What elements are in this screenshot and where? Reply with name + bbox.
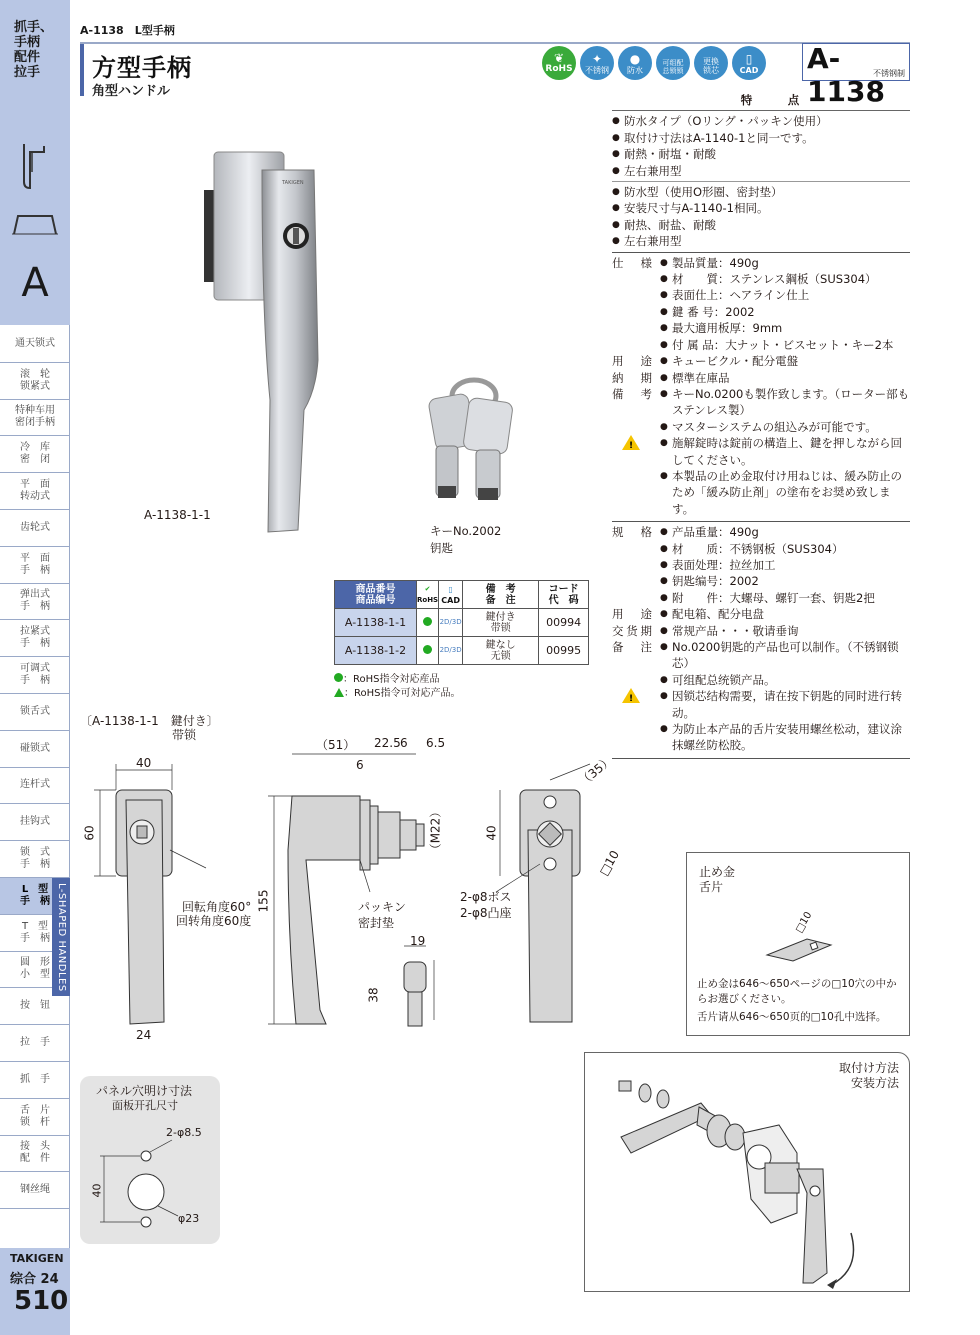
spec-value: ● キュービクル・配分電盤	[660, 353, 910, 369]
sidebar-item[interactable]: 平 面 转动式	[0, 473, 70, 510]
product-code: A-1138	[807, 42, 885, 108]
spec-value: ● 付 属 品：大ナット・ビスセット・キー2本	[660, 337, 910, 353]
spec-value: ● 附 件：大螺母、螺钉一套、钥匙2把	[660, 590, 910, 606]
sidebar-item[interactable]: L 型 手 柄	[0, 878, 70, 915]
key-photo	[416, 374, 526, 514]
warning-text: ● 施解錠時は錠前の構造上、鍵を押しながら回してください。	[660, 435, 910, 468]
spec-value: ● 常规产品・・・敬请垂询	[660, 623, 910, 639]
warning-icon	[622, 688, 640, 703]
dim-m22: （M22）	[428, 805, 443, 856]
dim-51: （51）	[316, 738, 356, 752]
spec-row	[612, 639, 910, 688]
spec-value: ● No.0200钥匙的产品也可以制作。（不锈钢锁芯）	[660, 639, 910, 672]
install-diagram	[601, 1073, 901, 1289]
sidebar-item[interactable]: 弹出式 手 柄	[0, 584, 70, 621]
list-item: ● 防水タイプ（Oリング・パッキン使用）	[612, 113, 910, 129]
handle-photo	[190, 150, 330, 540]
dim-155: 155	[256, 889, 271, 913]
dim-40-back: 40	[484, 825, 499, 841]
page-subtitle: 角型ハンドル	[92, 84, 171, 99]
l-handle-side-icon	[18, 142, 52, 190]
col-cad: ▯ CAD	[439, 581, 463, 609]
sidebar-item[interactable]: 锁 式 手 柄	[0, 841, 70, 878]
install-title-ja: 取付け方法	[838, 1061, 899, 1075]
spec-column	[612, 92, 910, 761]
list-item: ● 安装尺寸与A-1140-1相同。	[612, 200, 910, 216]
packing-ja: パッキン	[358, 900, 406, 914]
boss-cn: 2-φ8凸座	[460, 906, 512, 920]
spec-value: ● 配电箱、配分电盘	[660, 606, 910, 622]
stop-title-cn: 舌片	[699, 880, 724, 894]
stop-title-ja: 止め金	[699, 865, 736, 879]
spec-row	[612, 606, 910, 622]
col-code: 商品番号 商品编号	[335, 581, 417, 609]
panel-title-ja: パネル穴明け寸法	[96, 1084, 193, 1098]
title-accent-bar	[80, 44, 84, 96]
dim-22-5: 22.5	[374, 736, 401, 750]
sidebar-item[interactable]: 平 面 手 柄	[0, 547, 70, 584]
dim-square-10: □10	[596, 847, 623, 879]
drop-icon: ● 防水	[618, 46, 652, 80]
warning-icon	[622, 435, 640, 450]
key-icon: 可组配 总锁锁	[656, 46, 690, 80]
dim-6a: 6	[400, 736, 408, 750]
warnings-cn	[612, 688, 910, 754]
spec-value: ● 表面仕上：ヘアライン仕上	[660, 287, 910, 303]
sidebar-item[interactable]: 舌 片 锁 杆	[0, 1099, 70, 1136]
warning-text: ● 本製品の止め金取付け用ねじは、緩み防止のため「緩み防止剤」の塗布をお奨め致します。	[660, 468, 910, 517]
sidebar-category-block	[0, 0, 70, 325]
spec-value: ● 最大適用板厚：9mm	[660, 320, 910, 336]
packing-cn: 密封垫	[358, 916, 395, 930]
brand-name: TAKIGEN	[10, 1252, 64, 1265]
sidebar	[0, 0, 70, 1335]
sidebar-vertical-label: L-SHAPED HANDLES	[52, 878, 70, 996]
stop-note-cn: 舌片请从646～650页的□10孔中选择。	[697, 1011, 887, 1023]
product-material: 不锈钢制	[873, 69, 905, 78]
sidebar-item[interactable]: 拉 手	[0, 1025, 70, 1062]
cylinder-icon: 更换 锁芯	[694, 46, 728, 80]
stop-dim: □10	[793, 910, 815, 935]
spec-row	[612, 524, 910, 606]
spec-label: 仕様	[612, 255, 652, 270]
sidebar-item[interactable]: 冷 库 密 闭	[0, 436, 70, 473]
spec-label: 规格	[612, 525, 652, 540]
product-code-box	[802, 42, 910, 108]
sidebar-footer	[0, 1248, 70, 1335]
panel-23-dim: φ23	[178, 1212, 200, 1225]
spec-cn	[612, 524, 910, 688]
list-item: ● 耐热、耐盐、耐酸	[612, 217, 910, 233]
technical-drawing	[70, 740, 630, 1040]
star-icon: ✦ 不锈钢	[580, 46, 614, 80]
sidebar-item[interactable]: 锁舌式	[0, 694, 70, 731]
col-note: 備 考 备 注	[463, 581, 539, 609]
sidebar-item[interactable]: 抓 手	[0, 1062, 70, 1099]
warning-text: ● 因锁芯结构需要，请在按下钥匙的同时进行转动。	[660, 688, 910, 721]
spec-value: ● 表面处理：拉丝加工	[660, 557, 910, 573]
col-num: コード 代 码	[539, 581, 589, 609]
spec-row	[612, 386, 910, 435]
warnings-ja	[612, 435, 910, 517]
sidebar-nav	[0, 326, 70, 1209]
panel-title-cn: 面板开孔尺寸	[112, 1099, 178, 1112]
spec-value: ● 可组配总统锁产品。	[660, 672, 910, 688]
spec-label: 用途	[612, 354, 652, 369]
spec-label: 備考	[612, 386, 652, 401]
spec-value: ● 材 質：ステンレス鋼板（SUS304）	[660, 271, 910, 287]
panel-hole-dim: 2-φ8.5	[166, 1126, 202, 1139]
sidebar-item[interactable]: 按 钮	[0, 988, 70, 1025]
install-method-box	[584, 1052, 910, 1292]
rotation-ja: 回転角度60°	[182, 900, 252, 914]
spec-value: ● マスターシステムの組込みが可能です。	[660, 419, 910, 435]
spec-value: ● 钥匙编号：2002	[660, 573, 910, 589]
header-rule	[80, 42, 910, 44]
panel-40-dim: 40	[90, 1183, 104, 1198]
section-name: 综合 24	[10, 1272, 59, 1287]
features-heading: 特 点	[612, 92, 910, 111]
rohs-legend-2: ：RoHS指令可対応产品。	[334, 684, 460, 699]
table-row: A-1138-1-2 2D/3D 鍵なし 无锁 00995	[335, 637, 589, 665]
spec-row	[612, 255, 910, 353]
spec-value: ● 製品質量：490g	[660, 255, 910, 271]
features-ja	[612, 113, 910, 179]
sidebar-item[interactable]: 滚 轮 锁紧式	[0, 363, 70, 400]
sidebar-item[interactable]: 钢丝绳	[0, 1172, 70, 1209]
list-item: ● 取付け寸法はA-1140-1と同一です。	[612, 130, 910, 146]
key-label-cn: 钥匙	[430, 541, 453, 555]
sidebar-item[interactable]: 通天锁式	[0, 326, 70, 363]
spec-row	[612, 623, 910, 639]
sidebar-item[interactable]: 拉紧式 手 柄	[0, 620, 70, 657]
list-item: ● 防水型（使用O形圈、密封垫）	[612, 184, 910, 200]
key-label-ja: キーNo.2002	[430, 524, 502, 538]
product-table	[334, 580, 589, 665]
sidebar-item[interactable]: 圆 形 小 型	[0, 952, 70, 989]
sidebar-item[interactable]: 齿轮式	[0, 510, 70, 547]
page-number: 510	[14, 1286, 69, 1316]
sidebar-item[interactable]: 连杆式	[0, 768, 70, 805]
boss-ja: 2-φ8ボス	[460, 890, 512, 904]
page-title: 方型手柄	[92, 54, 192, 82]
panel-cutout-box	[80, 1076, 220, 1244]
sidebar-item[interactable]: 碰锁式	[0, 731, 70, 768]
spec-label: 备注	[612, 640, 652, 654]
dim-38: 38	[366, 987, 381, 1003]
sidebar-item[interactable]: 接 头 配 件	[0, 1136, 70, 1173]
breadcrumb: A-1138 L型手柄	[80, 24, 175, 37]
col-rohs: ✔ RoHS	[417, 581, 439, 609]
l-handle-top-icon	[10, 210, 60, 236]
sidebar-item[interactable]: 挂钩式	[0, 804, 70, 841]
dim-6b: 6	[356, 758, 364, 772]
rotation-cn: 回转角度60度	[176, 914, 252, 928]
rohs-legend-1: ：RoHS指令対応産品	[334, 670, 439, 685]
rohs-leaf-icon: ❦ RoHS	[542, 46, 576, 80]
table-header	[335, 581, 589, 609]
table-row: A-1138-1-1 2D/3D 鍵付き 带锁 00994	[335, 609, 589, 637]
feature-badges	[542, 46, 766, 80]
spec-ja	[612, 255, 910, 435]
dim-19: 19	[410, 934, 426, 948]
spec-label: 納期	[612, 370, 652, 385]
category-label: 抓手、 手柄 配件 拉手	[14, 20, 54, 80]
spec-value: ● キーNo.0200も製作致します。（ローター部もステンレス製）	[660, 386, 910, 419]
spec-value: ● 鍵 番 号：2002	[660, 304, 910, 320]
dim-35: （35）	[576, 752, 616, 789]
dim-60: 60	[82, 825, 97, 841]
spec-row	[612, 353, 910, 369]
dim-24: 24	[136, 1028, 152, 1042]
stop-plate-box	[686, 852, 910, 1036]
handle-photo-label: A-1138-1-1	[144, 508, 211, 522]
spec-label: 交货期	[612, 623, 652, 638]
stop-note-ja: 止め金は646～650ページの□10穴の中からお選びください。	[697, 978, 897, 1005]
sidebar-item[interactable]: 特种车用 密闭手柄	[0, 400, 70, 437]
category-letter: A	[21, 260, 49, 306]
cad-file-icon: ▯ CAD	[732, 46, 766, 80]
warning-text: ● 为防止本产品的舌片安装用螺丝松动，建议涂抹螺丝防松胶。	[660, 721, 910, 754]
list-item: ● 左右兼用型	[612, 233, 910, 249]
svg-text:TAKIGEN: TAKIGEN	[282, 180, 304, 186]
dim-40: 40	[136, 756, 152, 770]
drawing-title-cn: 带锁	[172, 728, 197, 742]
spec-value: ● 材 质：不锈钢板（SUS304）	[660, 541, 910, 557]
features-cn	[612, 184, 910, 250]
dim-6-5: 6.5	[426, 736, 446, 750]
spec-row	[612, 370, 910, 386]
drawing-title-ja: 〔A-1138-1-1 鍵付き〕	[80, 714, 219, 728]
sidebar-item[interactable]: T 型 手 柄	[0, 915, 70, 952]
install-title-cn: 安装方法	[850, 1076, 899, 1090]
list-item: ● 耐熱・耐塩・耐酸	[612, 146, 910, 162]
sidebar-item[interactable]: 可调式 手 柄	[0, 657, 70, 694]
list-item: ● 左右兼用型	[612, 163, 910, 179]
spec-value: ● 標準在庫品	[660, 370, 910, 386]
spec-label: 用途	[612, 607, 652, 622]
spec-value: ● 产品重量：490g	[660, 524, 910, 540]
